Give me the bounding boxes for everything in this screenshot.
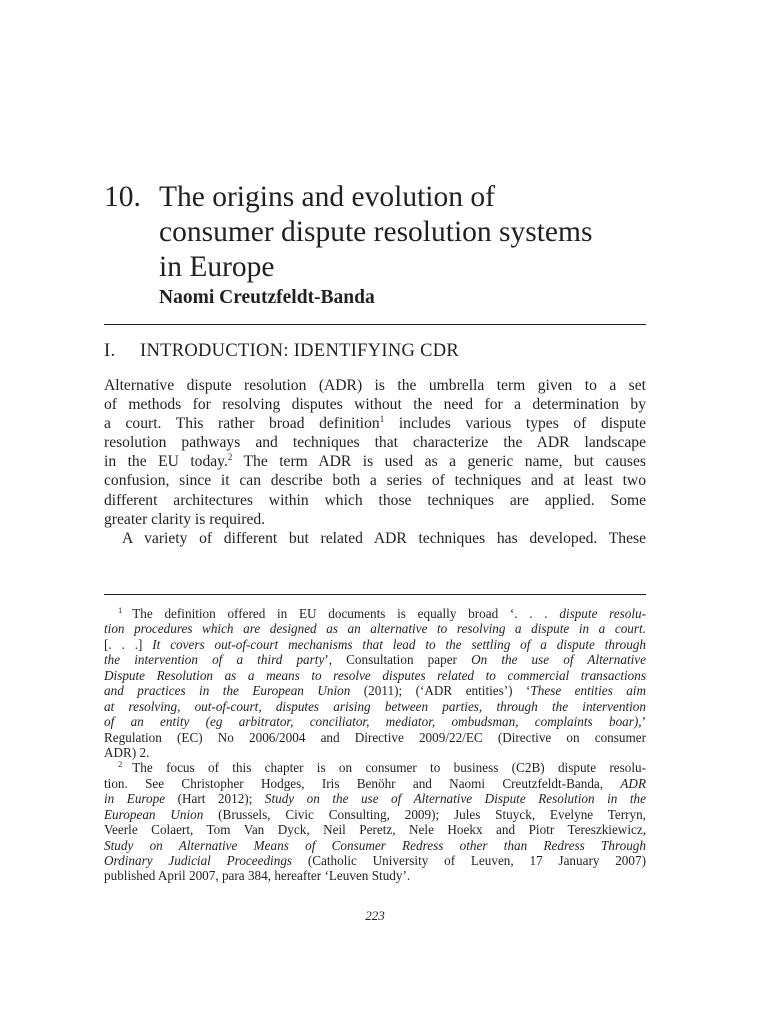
footnote-line: Ordinary Judicial Proceedings (Catholic University of Leuven, 17 January 2007) <box>104 853 646 868</box>
footnote-line: Veerle Colaert, Tom Van Dyck, Neil Peretz, Nele Hoekx and Piotr Tereszkiewicz, <box>104 822 646 838</box>
footnote-line: Study on Alternative Means of Consumer Redress other than Redress Through <box>104 837 646 853</box>
footnote-line: Regulation (EC) No 2006/2004 and Directive 2009/22/EC (Directive on consumer <box>104 729 646 745</box>
chapter-title-line: consumer dispute resolution systems <box>159 216 593 248</box>
body-line: Alternative dispute resolution (ADR) is the umbrella term given to a set <box>104 377 646 394</box>
footnote-line: of an entity (eg arbitrator, conciliator, mediator, ombudsman, complaints boar),’ <box>104 714 646 730</box>
footnote-line: in Europe (Hart 2012); Study on the use of Alternative Dispute Resolution in the <box>104 791 646 807</box>
body-line: confusion, since it can describe both a series of techniques and at least two <box>104 472 646 490</box>
footnote-ref-1[interactable]: 1 <box>379 414 385 425</box>
footnote-mark-1: 1 <box>118 605 123 615</box>
footnote-line: published April 2007, para 384, hereafter ‘Leuven Study’. <box>104 868 411 884</box>
page-number: 223 <box>365 908 385 923</box>
chapter-author: Naomi Creutzfeldt-Banda <box>159 287 375 308</box>
footnote-divider <box>104 594 646 595</box>
footnote-line: European Union (Brussels, Civic Consulting, 2009); Jules Stuyck, Evelyne Terryn, <box>104 806 646 822</box>
footnote-line: [. . .] It covers out-of-court mechanisms that lead to the settling of a dispute through <box>104 636 646 652</box>
body-line: A variety of different but related ADR techniques has developed. These <box>122 529 646 547</box>
body-line: in the EU today.$^2$ The term ADR is used as a generic name, but causes <box>104 452 646 471</box>
footnote-mark-2: 2 <box>118 759 123 770</box>
footnote-line: tion procedures which are designed as an alternative to resolving a dispute in a court. <box>104 621 646 637</box>
footnote-ref-2[interactable]: 2 <box>227 452 233 463</box>
footnote-line: Dispute Resolution as a means to resolve disputes related to commercial transactions <box>104 667 646 683</box>
body-line: different architectures within which those techniques are applied. Some <box>104 491 646 509</box>
chapter-title-line: The origins and evolution of <box>159 181 495 213</box>
section-number: I. <box>104 341 116 361</box>
footnote-line: at resolving, out-of-court, disputes arising between parties, through the intervention <box>104 698 646 714</box>
section-title: INTRODUCTION: IDENTIFYING CDR <box>140 341 460 361</box>
body-line: of methods for resolving disputes without the need for a determination by <box>104 396 646 414</box>
body-line: greater clarity is required. <box>104 510 266 528</box>
body-line: resolution pathways and techniques that characterize the ADR landscape <box>104 434 646 452</box>
chapter-title <box>159 180 649 285</box>
footnote-line: tion. See Christopher Hodges, Iris Benöhr and Naomi Creutzfeldt-Banda, ADR <box>104 775 646 791</box>
footnote-line: the intervention of a third party’, Consultation paper On the use of Alternative <box>104 652 646 668</box>
body-line: a court. This rather broad definition$^1$ includes various types of dispute <box>104 414 646 433</box>
heading-divider <box>104 324 646 325</box>
chapter-title-line: in Europe <box>159 251 275 283</box>
section-heading <box>104 341 459 362</box>
footnote-line: and practices in the European Union (2011); (‘ADR entities’) ‘These entities aim <box>104 683 646 699</box>
body-text <box>104 376 646 548</box>
footnotes <box>104 606 646 884</box>
footnote-line: $^2$ The focus of this chapter is on consumer to business (C2B) dispute resolu- <box>118 759 646 776</box>
book-page <box>104 0 646 1024</box>
chapter-number: 10. <box>104 181 141 213</box>
footnote-line: $^1$ The definition offered in EU documents is equally broad ‘. . . dispute resolu- <box>118 605 647 621</box>
footnote-line: ADR) 2. <box>104 744 150 760</box>
